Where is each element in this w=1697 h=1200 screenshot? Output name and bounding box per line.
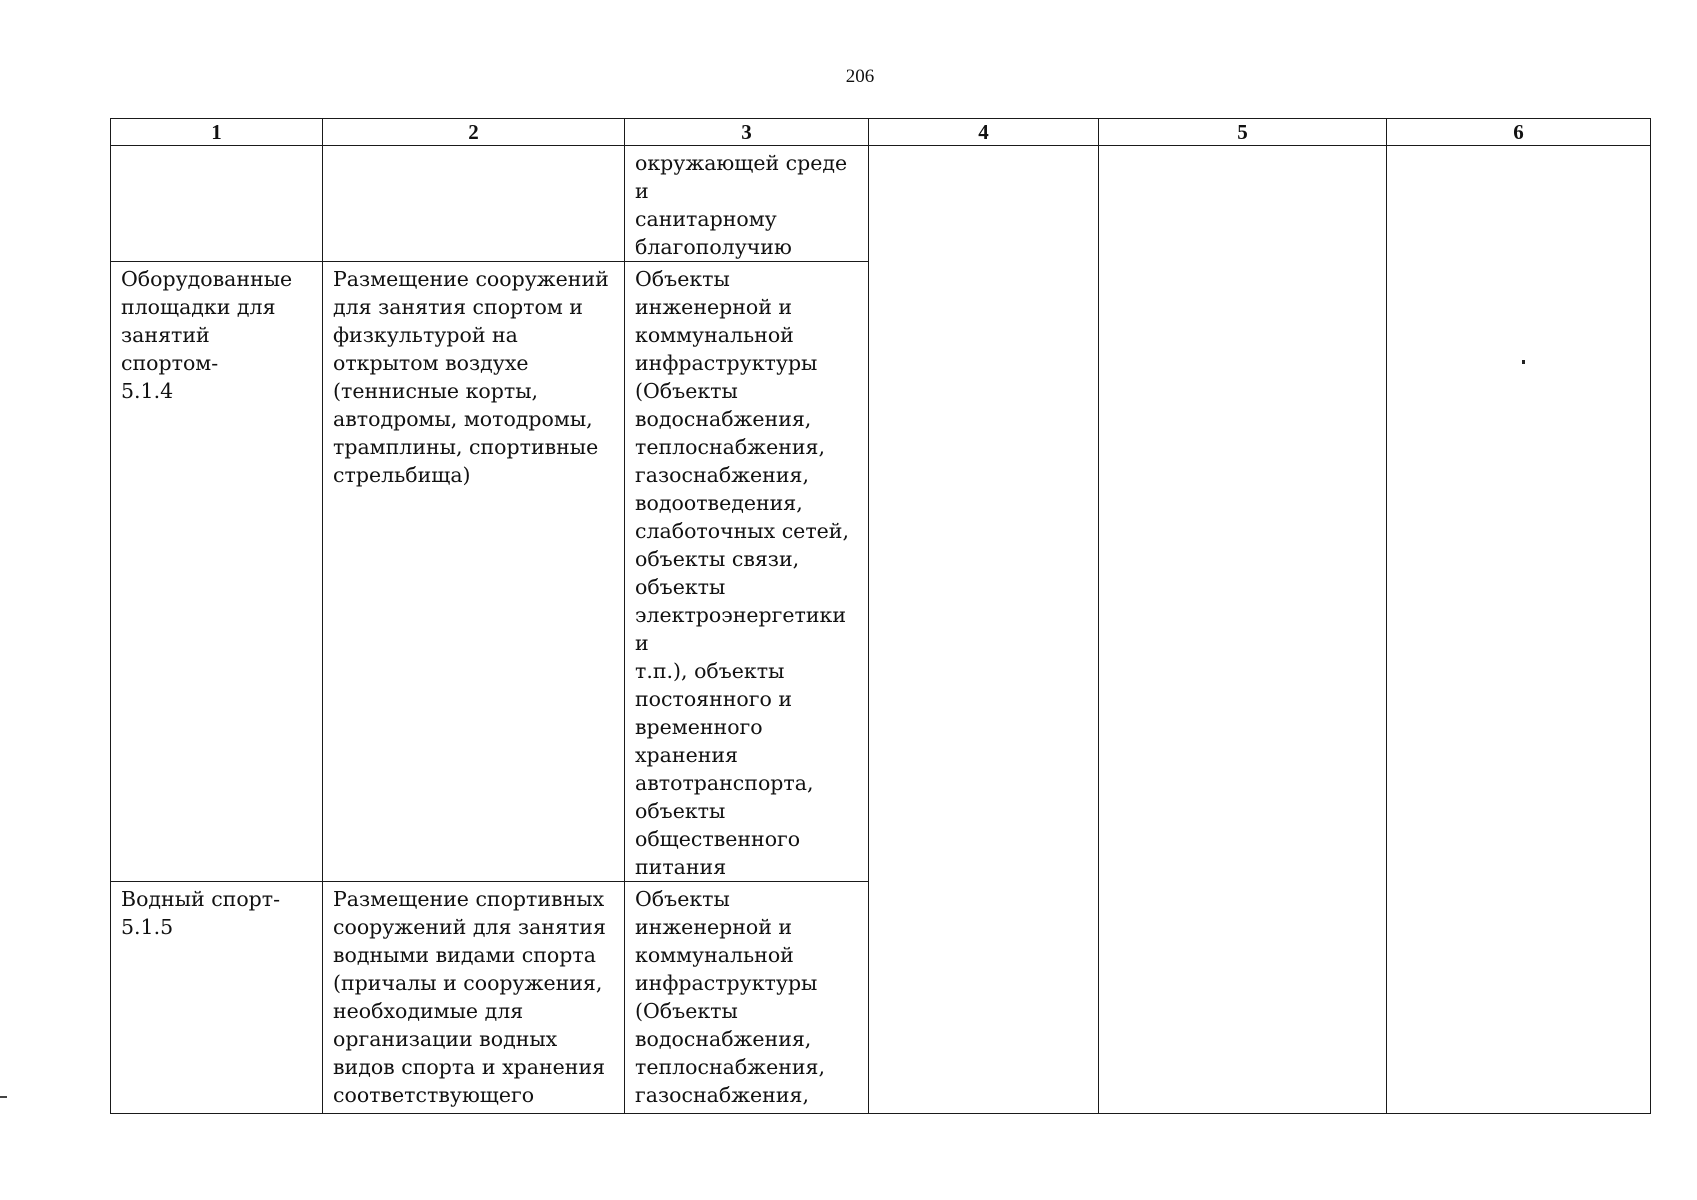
scan-speck: [1522, 360, 1525, 364]
column-header-5: 5: [1099, 119, 1387, 146]
column-header-2: 2: [323, 119, 625, 146]
document-table: [110, 118, 1651, 1114]
row-3-type-cell: Водный спорт- 5.1.5: [111, 882, 323, 1114]
page-number: 206: [845, 66, 875, 87]
column-5-cell: [1099, 146, 1387, 1114]
column-6-cell: [1387, 146, 1651, 1114]
column-4-cell: [869, 146, 1099, 1114]
row-1-type-cell: [111, 146, 323, 262]
row-1-auxiliary-cell: окружающей среде и санитарному благополучию: [625, 146, 869, 262]
column-header-3: 3: [625, 119, 869, 146]
row-3-description-cell: Размещение спортивных сооружений для занятия водными видами спорта (причалы и сооружения, необходимые для организации водных видов спорта и хранения соответствующего: [323, 882, 625, 1114]
column-header-6: 6: [1387, 119, 1651, 146]
column-header-4: 4: [869, 119, 1099, 146]
row-1-description-cell: [323, 146, 625, 262]
row-3-auxiliary-cell: Объекты инженерной и коммунальной инфраструктуры (Объекты водоснабжения, теплоснабжения, газоснабжения,: [625, 882, 869, 1114]
table-header-row: [111, 119, 1651, 146]
table-row: [111, 146, 1651, 262]
row-2-type-cell: Оборудованные площадки для занятий спортом- 5.1.4: [111, 262, 323, 882]
column-header-1: 1: [111, 119, 323, 146]
row-2-description-cell: Размещение сооружений для занятия спортом и физкультурой на открытом воздухе (теннисные корты, автодромы, мотодромы, трамплины, спортивные стрельбища): [323, 262, 625, 882]
margin-tick: [0, 1096, 7, 1098]
row-2-auxiliary-cell: Объекты инженерной и коммунальной инфраструктуры (Объекты водоснабжения, теплоснабжения, газоснабжения, водоотведения, слаботочных сетей, объекты связи, объекты электроэнергетики и т.п.), объекты постоянного и временного хранения автотранспорта, объекты общественного питания: [625, 262, 869, 882]
